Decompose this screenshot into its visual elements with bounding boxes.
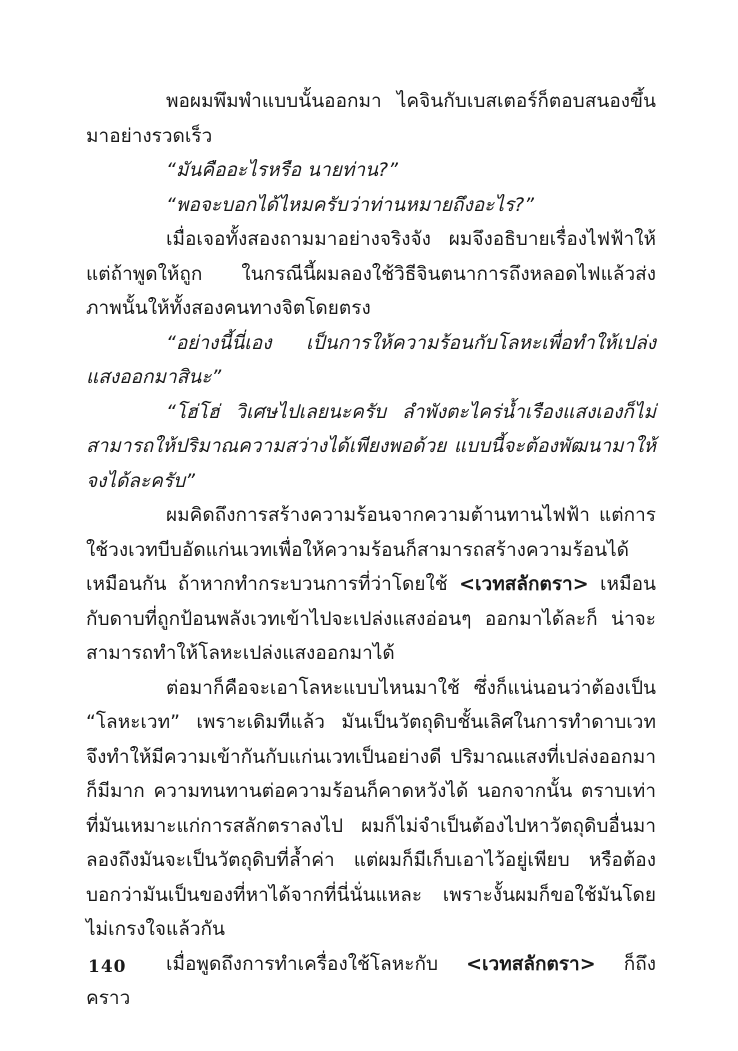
dialogue-paragraph: “โฮ่โฮ่ วิเศษไปเลยนะครับ ลำพังตะไคร่น้ำเรืองแสงเองก็ไม่สามารถให้ปริมาณความสว่างได้เพียงพอด้วย แบบนี้จะต้องพัฒนามาให้จงได้ละครับ” xyxy=(86,400,656,492)
dialogue-paragraph: “มันคืออะไรหรือ นายท่าน?” xyxy=(166,159,398,181)
body-text xyxy=(86,84,656,1016)
page-number: 140 xyxy=(88,957,127,977)
paragraph-text: เหมือนกับดาบที่ถูกป้อนพลังเวทเข้าไปจะเปล่งแสงอ่อนๆ ออกมาได้ละก็ น่าจะสามารถทำให้โลหะเปล่งแสงออกมาได้ xyxy=(86,573,656,664)
paragraph-text: ก็ถึงคราว xyxy=(86,952,656,1009)
narration-paragraph: ต่อมาก็คือจะเอาโลหะแบบไหนมาใช้ ซึ่งก็แน่นอนว่าต้องเป็น “โลหะเวท” เพราะเดิมทีแล้ว มันเป็นวัตถุดิบชั้นเลิศในการทำดาบเวท จึงทำให้มีความเข้ากันกับแก่นเวทเป็นอย่างดี ปริมาณแสงที่เปล่งออกมาก็มีมาก ความทนทานต่อความร้อนก็คาดหวังได้ นอกจากนั้น ตราบเท่าที่มันเหมาะแก่การสลักตราลงไป ผมก็ไม่จำเป็นต้องไปหาวัตถุดิบอื่นมาลองถึงมันจะเป็นวัตถุดิบที่ล้ำค่า แต่ผมก็มีเก็บเอาไว้อยู่เพียบ หรือต้องบอกว่ามันเป็นของที่หาได้จากที่นี่นั่นแหละ เพราะงั้นผมก็ขอใช้มันโดยไม่เกรงใจแล้วกัน xyxy=(86,676,656,940)
spell-term: <เวทสลักตรา> xyxy=(466,952,596,975)
narration-paragraph: เมื่อเจอทั้งสองถามมาอย่างจริงจัง ผมจึงอธิบายเรื่องไฟฟ้าให้แต่ถ้าพูดให้ถูก ในกรณีนี้ผมลองใช้วิธีจินตนาการถึงหลอดไฟแล้วส่งภาพนั้นให้ทั้งสองคนทางจิตโดยตรง xyxy=(86,228,656,319)
narration-paragraph xyxy=(86,498,656,671)
dialogue-paragraph: “อย่างนี้นี่เอง เป็นการให้ความร้อนกับโลหะเพื่อทำให้เปล่งแสงออกมาสินะ” xyxy=(86,331,656,388)
dialogue-paragraph: “พอจะบอกได้ไหมครับว่าท่านหมายถึงอะไร?” xyxy=(166,193,535,216)
paragraph-text: ผมคิดถึงการสร้างความร้อนจากความต้านทานไฟฟ้า แต่การใช้วงเวทบีบอัดแก่นเวทเพื่อให้ความร้อนก็สามารถสร้างความร้อนได้เหมือนกัน ถ้าหากทำกระบวนการที่ว่าโดยใช้ xyxy=(86,504,656,595)
narration-paragraph xyxy=(86,947,656,1016)
paragraph-text: เมื่อพูดถึงการทำเครื่องใช้โลหะกับ xyxy=(166,952,467,975)
narration-paragraph: พอผมพึมพำแบบนั้นออกมา ไคจินกับเบสเตอร์ก็ตอบสนองขึ้นมาอย่างรวดเร็ว xyxy=(86,90,656,147)
spell-term: <เวทสลักตรา> xyxy=(459,573,589,595)
